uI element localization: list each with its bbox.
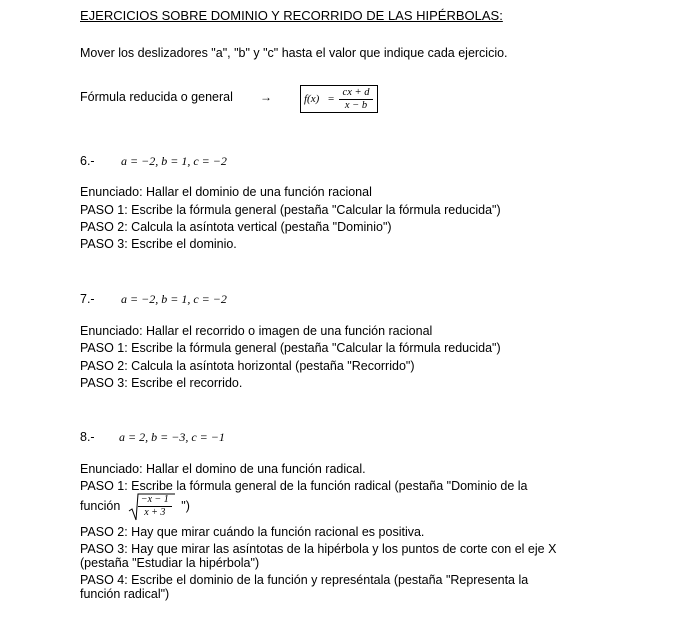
formula-lhs: f(x) [304, 93, 320, 105]
right-arrow-icon: → [260, 90, 272, 104]
formula-fraction [339, 87, 373, 112]
exercise-number: 6.- [80, 154, 95, 168]
exercise-7-step-3: PASO 3: Escribe el recorrido. [80, 376, 243, 390]
step-1-closing: ") [181, 499, 190, 513]
exercise-6-header [80, 152, 227, 170]
exercise-6-step-3: PASO 3: Escribe el dominio. [80, 237, 237, 251]
exercise-8-statement: Enunciado: Hallar el domino de una función radical. [80, 462, 366, 476]
exercise-number: 7.- [80, 292, 95, 306]
page-title: EJERCICIOS SOBRE DOMINIO Y RECORRIDO DE LAS HIPÉRBOLAS: [80, 8, 503, 23]
formula-numerator: cx + d [342, 87, 370, 98]
exercise-7-step-1: PASO 1: Escribe la fórmula general (pestaña "Calcular la fórmula reducida") [80, 341, 501, 355]
exercise-6-step-1: PASO 1: Escribe la fórmula general (pestaña "Calcular la fórmula reducida") [80, 203, 501, 217]
radical-fraction [138, 494, 172, 519]
formula-denominator: x − b [344, 100, 368, 111]
general-formula-box [300, 85, 378, 113]
exercise-8-step-4: PASO 4: Escribe el dominio de la función y represéntala (pestaña "Representa la [80, 573, 529, 587]
exercise-8-step-3-cont: (pestaña "Estudiar la hipérbola") [80, 556, 260, 570]
intro-text: Mover los deslizadores "a", "b" y "c" hasta el valor que indique cada ejercicio. [80, 46, 508, 60]
radical-denominator: x + 3 [144, 506, 166, 518]
radical-numerator: −x − 1 [140, 493, 169, 505]
exercise-8-step-4-cont: función radical") [80, 587, 170, 601]
step-1-word: función [80, 499, 121, 513]
exercise-8-step-1-cont [80, 492, 190, 521]
exercise-7-header [80, 290, 227, 308]
exercise-6-statement: Enunciado: Hallar el dominio de una función racional [80, 185, 372, 199]
radical-expression [128, 493, 176, 521]
exercise-number: 8.- [80, 430, 95, 444]
exercise-7-statement: Enunciado: Hallar el recorrido o imagen de una función racional [80, 324, 433, 338]
exercise-8-step-1: PASO 1: Escribe la fórmula general de la función radical (pestaña "Dominio de la [80, 479, 528, 493]
exercise-params: a = −2, b = 1, c = −2 [121, 154, 227, 168]
exercise-params: a = 2, b = −3, c = −1 [119, 430, 225, 444]
exercise-8-header [80, 428, 225, 446]
exercise-8-step-2: PASO 2: Hay que mirar cuándo la función racional es positiva. [80, 525, 425, 539]
formula-equals: = [328, 93, 335, 105]
formula-label: Fórmula reducida o general [80, 90, 233, 104]
exercise-params: a = −2, b = 1, c = −2 [121, 292, 227, 306]
exercise-6-step-2: PASO 2: Calcula la asíntota vertical (pestaña "Dominio") [80, 220, 392, 234]
exercise-8-step-3: PASO 3: Hay que mirar las asíntotas de la hipérbola y los puntos de corte con el eje X [80, 542, 557, 556]
exercise-7-step-2: PASO 2: Calcula la asíntota horizontal (pestaña "Recorrido") [80, 359, 415, 373]
